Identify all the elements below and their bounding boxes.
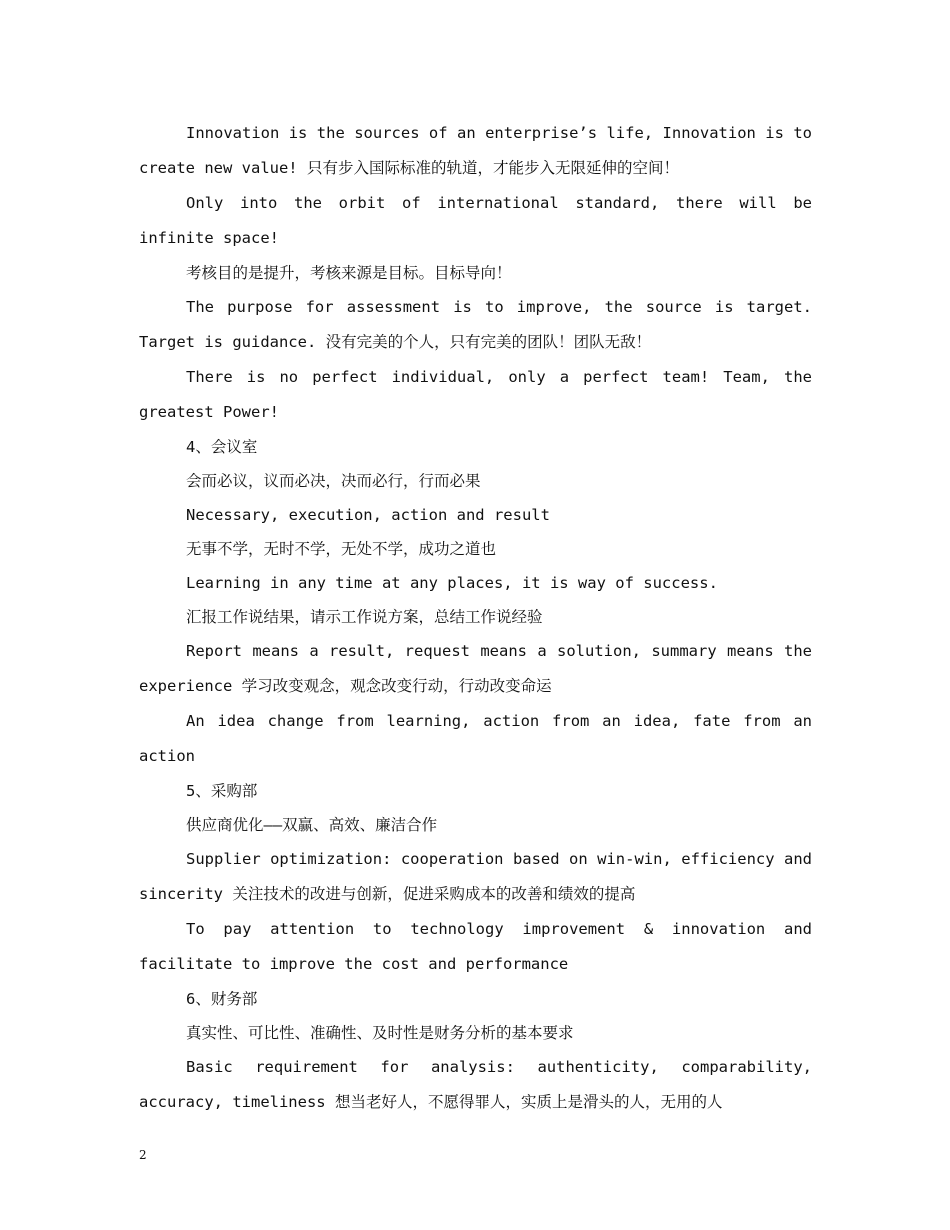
paragraph-idea-change: An idea change from learning, action from an idea, fate from an action — [139, 712, 812, 765]
paragraph-supplier-cn: 供应商优化——双赢、高效、廉洁合作 — [186, 816, 438, 834]
paragraph-meeting-cn: 会而必议，议而必决，决而必行，行而必果 — [186, 472, 481, 490]
paragraph-assessment-cn: 考核目的是提升，考核来源是目标。目标导向！ — [186, 264, 512, 282]
paragraph-supplier-en: Supplier optimization: cooperation based on win-win, efficiency and sincerity 关注技术的改进与创新，促进采购成本的改善和绩效的提高 — [139, 850, 812, 903]
paragraph-finance-en: Basic requirement for analysis: authenticity, comparability, accuracy, timeliness 想当老好人，不愿得罪人，实质上是滑头的人，无用的人 — [139, 1058, 812, 1111]
section-heading-purchasing: 5、采购部 — [186, 782, 258, 800]
paragraph-international-standard: Only into the orbit of international standard, there will be infinite space! — [139, 194, 812, 247]
paragraph-learning-en: Learning in any time at any places, it is way of success. — [186, 574, 718, 592]
paragraph-assessment-en: The purpose for assessment is to improve, the source is target. Target is guidance. 没有完美的个人，只有完美的团队！团队无敌！ — [139, 298, 812, 351]
section-heading-meeting-room: 4、会议室 — [186, 438, 258, 456]
paragraph-report-cn: 汇报工作说结果，请示工作说方案，总结工作说经验 — [186, 608, 543, 626]
paragraph-technology-improvement: To pay attention to technology improvement & innovation and facilitate to improve the cost and performance — [139, 920, 812, 973]
page-number: 2 — [139, 1148, 147, 1162]
paragraph-learning-cn: 无事不学，无时不学，无处不学，成功之道也 — [186, 540, 497, 558]
paragraph-meeting-en: Necessary, execution, action and result — [186, 506, 550, 524]
paragraph-team-power: There is no perfect individual, only a perfect team! Team, the greatest Power! — [139, 368, 812, 421]
section-heading-finance: 6、财务部 — [186, 990, 258, 1008]
paragraph-innovation-value: Innovation is the sources of an enterprise’s life, Innovation is to create new value! 只有步入国际标准的轨道，才能步入无限延伸的空间！ — [139, 124, 812, 177]
document-body — [139, 116, 812, 1120]
paragraph-report-en: Report means a result, request means a solution, summary means the experience 学习改变观念，观念改变行动，行动改变命运 — [139, 642, 812, 695]
paragraph-finance-cn: 真实性、可比性、准确性、及时性是财务分析的基本要求 — [186, 1024, 574, 1042]
